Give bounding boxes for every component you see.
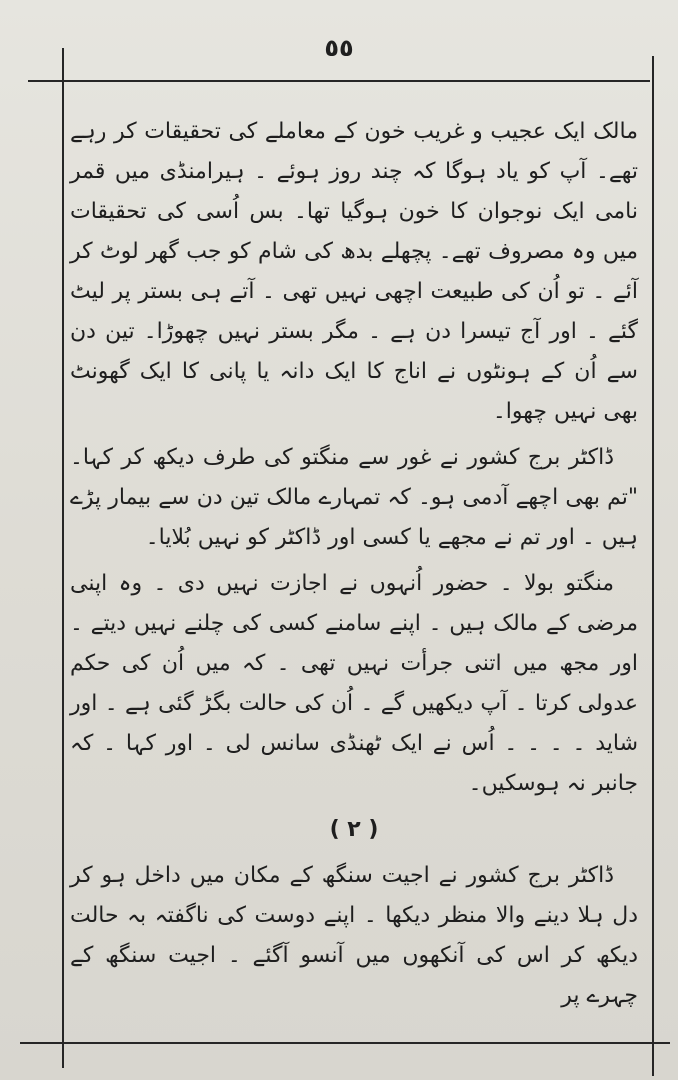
bottom-rule: [20, 1042, 670, 1044]
text-block: [70, 112, 638, 1022]
page-number: ٥٥: [324, 34, 354, 62]
paragraph-4: ڈاکٹر برج کشور نے اجیت سنگھ کے مکان میں داخل ہو کر دل ہلا دینے والا منظر دیکھا ۔ اپنے دوست کی ناگفتہ بہ حالت دیکھ کر اس کی آنکھوں میں آنسو آگئے ۔ اجیت سنگھ کے چہرے پر: [70, 863, 638, 1008]
paragraph-1: مالک ایک عجیب و غریب خون کے معاملے کی تحقیقات کر رہے تھے۔ آپ کو یاد ہوگا کہ چند روز ہوئے ۔ ہیرامنڈی میں قمر نامی ایک نوجوان کا خون ہوگیا تھا۔ بس اُسی کی تحقیقات میں وہ مصروف تھے۔ پچھلے بدھ کی شام کو جب گھر لوٹ کر آئے ۔ تو اُن کی طبیعت اچھی نہیں تھی ۔ آتے ہی بستر پر لیٹ گئے ۔ اور آج تیسرا دن ہے ۔ مگر بستر نہیں چھوڑا۔ تین دن سے اُن کے ہونٹوں نے اناج کا ایک دانہ یا پانی کا ایک گھونٹ بھی نہیں چھوا۔: [70, 119, 638, 424]
top-rule: [28, 80, 650, 82]
paragraph-3: منگتو بولا ۔ حضور اُنہوں نے اجازت نہیں دی ۔ وہ اپنی مرضی کے مالک ہیں ۔ اپنے سامنے کسی کی چلنے نہیں دیتے ۔ اور مجھ میں اتنی جرأت نہیں تھی ۔ کہ میں اُن کی حکم عدولی کرتا ۔ آپ دیکھیں گے ۔ اُن کی حالت بگڑ گئی ہے ۔ اور شاید ۔ ۔ ۔ ۔ اُس نے ایک ٹھنڈی سانس لی ۔ اور کہا ۔ کہ جانبر نہ ہوسکیں۔: [70, 571, 638, 796]
right-rule: [652, 56, 654, 1076]
left-rule: [62, 48, 64, 1068]
section-heading: ( ۲ ): [329, 817, 379, 842]
paragraph-2: ڈاکٹر برج کشور نے غور سے منگتو کی طرف دیکھ کر کہا۔ "تم بھی اچھے آدمی ہو۔ کہ تمہارے مالک تین دن سے بیمار پڑے ہیں ۔ اور تم نے مجھے یا کسی اور ڈاکٹر کو نہیں بُلایا۔: [70, 445, 638, 550]
